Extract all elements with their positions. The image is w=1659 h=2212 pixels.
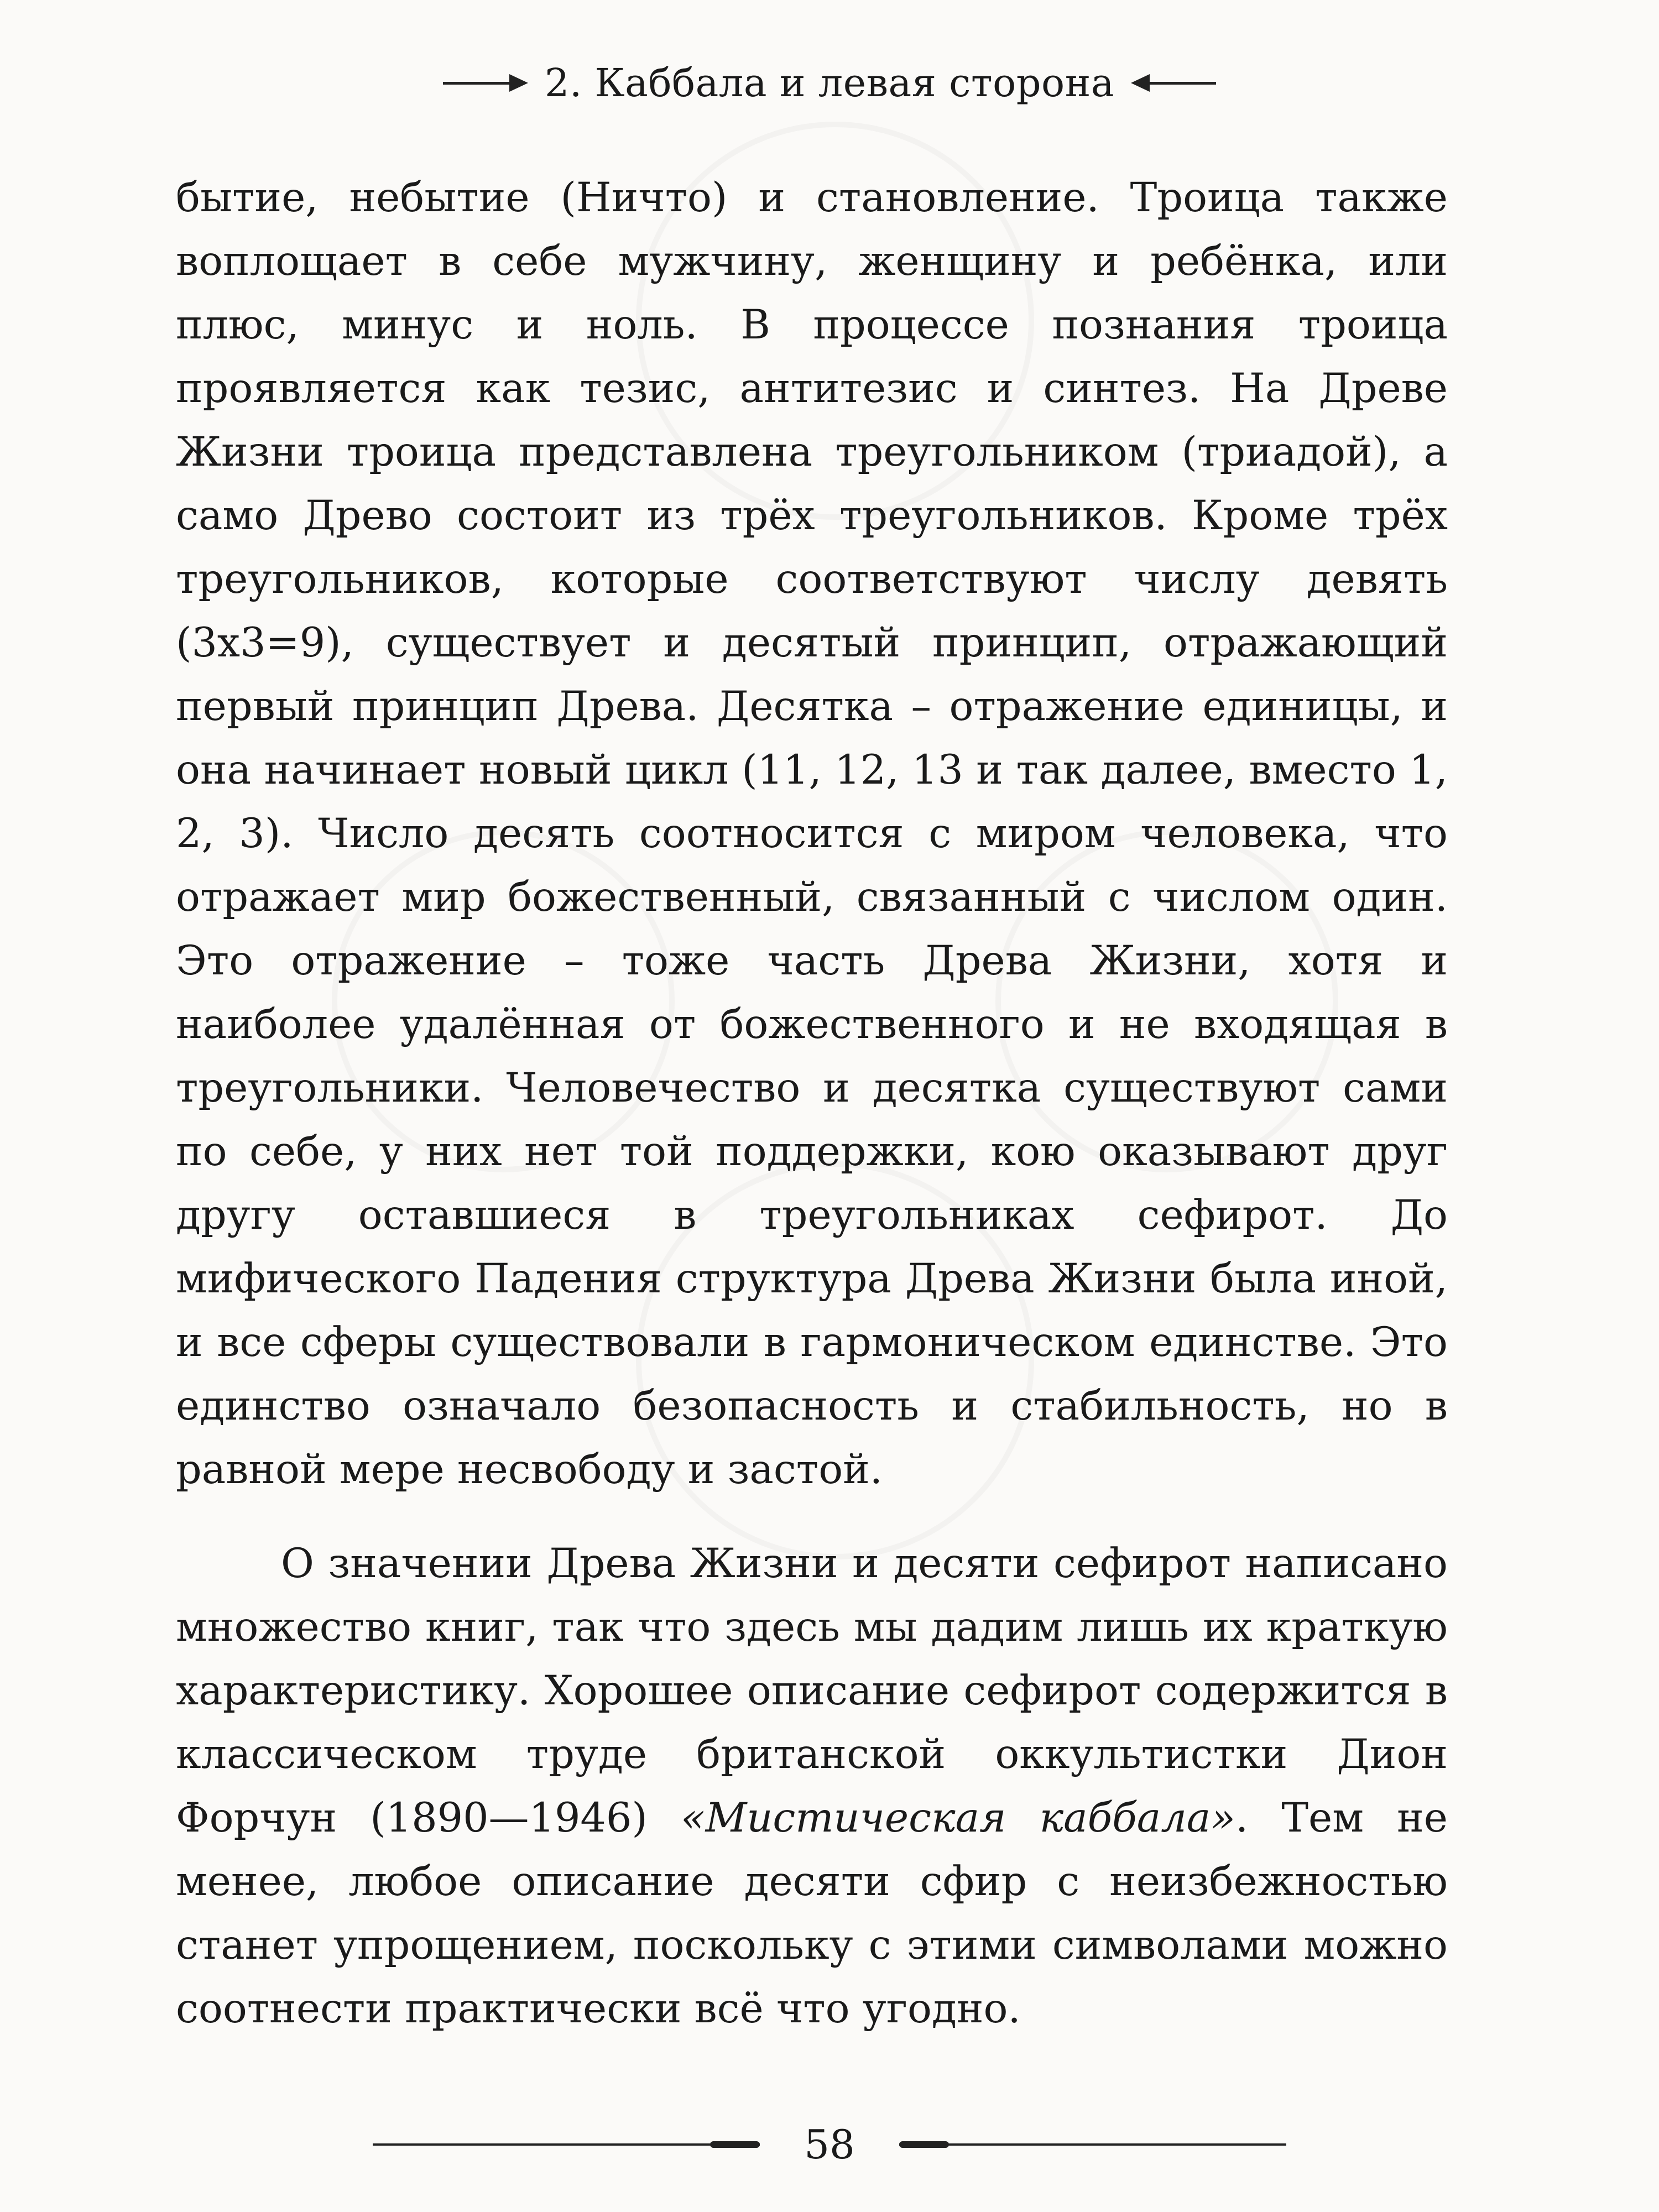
header-arrow-left bbox=[509, 74, 528, 92]
chapter-title: 2. Каббала и левая сторона bbox=[544, 60, 1115, 106]
header-rule-right bbox=[1150, 82, 1216, 85]
footer-rule-right bbox=[899, 2141, 1286, 2148]
page-footer bbox=[0, 2111, 1659, 2178]
footer-rule-left bbox=[373, 2141, 760, 2148]
running-header bbox=[0, 55, 1659, 111]
paragraph-1: бытие, небытие (Ничто) и становление. Троица также воплощает в себе мужчину, женщину и ребёнка, или плюс, минус и ноль. В процессе познания троица проявляется как тезис, антитезис и синтез. На Древе Жизни троица представлена треугольником (триадой), а само Древо состоит из трёх треугольников. Кроме трёх треугольников, которые соответствуют числу девять (3х3=9), существует и десятый принцип, отражающий первый принцип Древа. Десятка – отражение единицы, и она начинает новый цикл (11, 12, 13 и так далее, вместо 1, 2, 3). Число десять соотносится с миром человека, что отражает мир божественный, связанный с числом один. Это отражение – тоже часть Древа Жизни, хотя и наиболее удалённая от божественного и не входящая в треугольники. Человечество и десятка существуют сами по себе, у них нет той поддержки, кою оказывают друг другу оставшиеся в треугольниках сефирот. До мифического Падения структура Древа Жизни была иной, и все сферы существовали в гармоническом единстве. Это единство означало безопасность и стабильность, но в равной мере несвободу и застой. bbox=[176, 174, 1448, 1493]
book-title-italic: «Мистическая каббала» bbox=[680, 1794, 1235, 1841]
page-number: 58 bbox=[804, 2121, 855, 2168]
paragraph-2-end: . Тем не менее, любое описание десяти сфир с неизбежностью станет упрощением, поскольку с этими символами можно соотнести практически всё что угодно. bbox=[176, 1794, 1448, 2032]
paragraph-2-start: О значении Древа Жизни и десяти сефирот написано множество книг, так что здесь мы дадим лишь их краткую характеристику. Хорошее описание сефирот содержится в классическом труде британской оккультистки Дион Форчун (1890—1946) bbox=[176, 1540, 1448, 1841]
body-text bbox=[176, 166, 1448, 2041]
header-arrow-right bbox=[1131, 74, 1150, 92]
paragraph-2 bbox=[176, 1532, 1448, 2041]
header-rule-left bbox=[443, 82, 509, 85]
